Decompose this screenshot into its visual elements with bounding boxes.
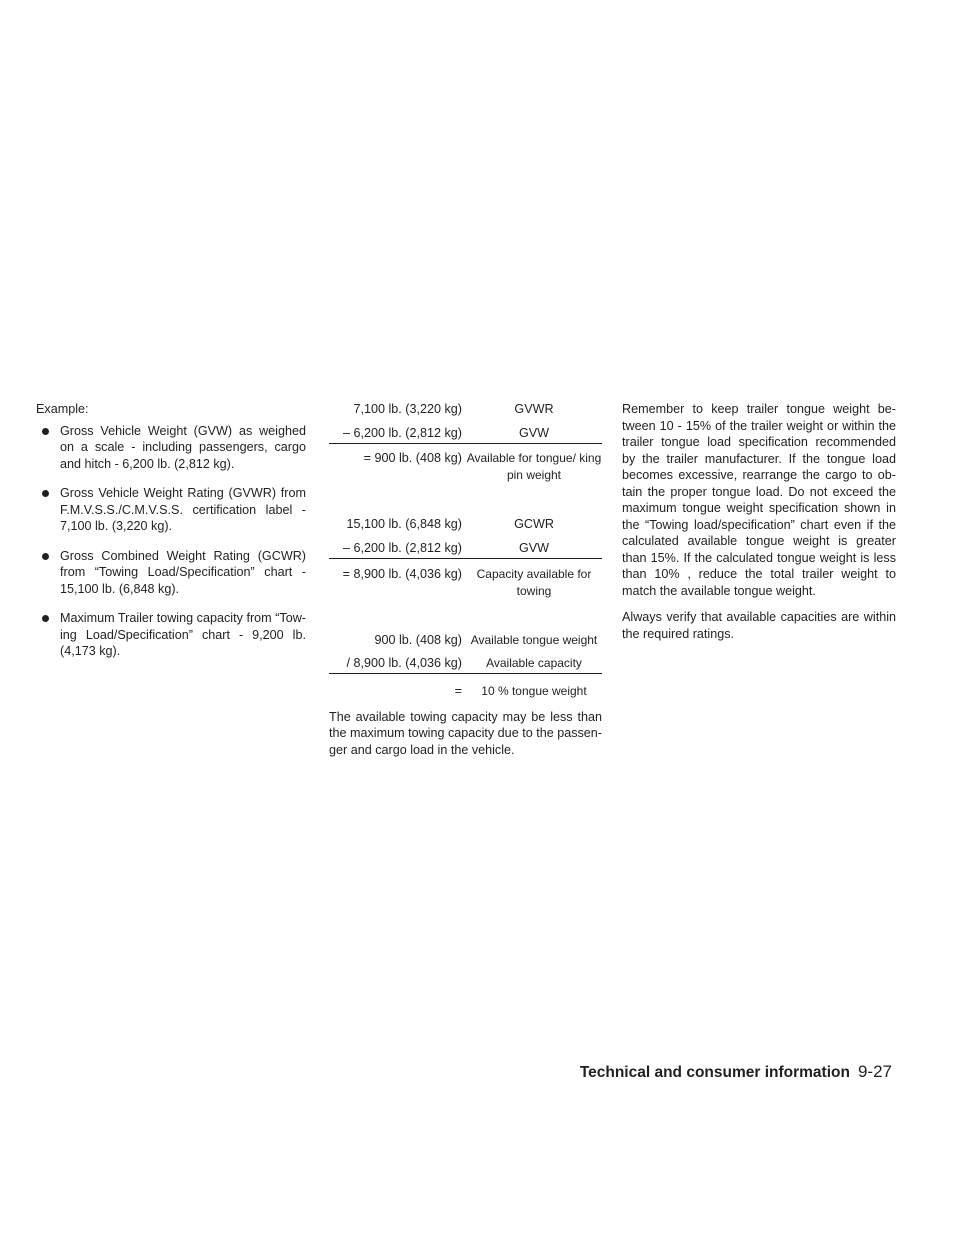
towing-capacity-note: The available towing capacity may be less than the maximum towing capacity due to the passen-ger and cargo load in the vehicle. <box>329 709 603 757</box>
calc-label: GVW <box>518 540 550 555</box>
bullet-dot-icon <box>42 490 49 497</box>
left-column <box>36 401 306 673</box>
bullet-text: Gross Vehicle Weight Rating (GVWR) from F.M.V.S.S./C.M.V.S.S. certification label - 7,100 lb. (3,220 kg). <box>60 486 306 533</box>
calc-label: GVW <box>518 425 550 440</box>
bullet-item <box>36 610 306 660</box>
bullet-text: Gross Combined Weight Rating (GCWR) from “Towing Load/Specification” chart - 15,100 lb. (6,848 kg). <box>60 548 306 596</box>
bullet-dot-icon <box>42 428 49 435</box>
bullet-dot-icon <box>42 553 49 560</box>
bullet-text: Maximum Trailer towing capacity from “Tow-ing Load/Specification” chart - 9,200 lb. (4,173 kg). <box>60 611 306 658</box>
middle-column <box>329 401 602 768</box>
calc-value: – 6,200 lb. (2,812 kg) <box>342 425 462 440</box>
calc-label: Capacity available for towing <box>476 567 592 598</box>
bullet-dot-icon <box>42 615 49 622</box>
calc-value: = 900 lb. (408 kg) <box>363 451 462 465</box>
calc-row-gvw <box>329 425 602 445</box>
calc-row-available-capacity <box>329 655 602 675</box>
calc-row-percent-result <box>329 683 602 700</box>
bullet-item <box>36 485 306 535</box>
calc-value: / 8,900 lb. (4,036 kg) <box>346 655 462 670</box>
calc-row-gvwr <box>329 401 602 418</box>
calc-label: GVWR <box>514 402 554 416</box>
right-column <box>622 401 896 652</box>
calc-value: 15,100 lb. (6,848 kg) <box>346 517 462 531</box>
bullet-text: Gross Vehicle Weight (GVW) as weighed on a scale - including passengers, cargo and hitch - 6,200 lb. (2,812 kg). <box>60 423 306 471</box>
calc-label: 10 % tongue weight <box>481 684 587 698</box>
calc-label: Available capacity <box>486 655 582 670</box>
calc-row-gvw-2 <box>329 540 602 560</box>
bullet-item <box>36 548 306 598</box>
calc-value: = <box>454 684 462 698</box>
calc-label: GCWR <box>514 517 554 531</box>
page-footer <box>580 1062 892 1082</box>
verify-capacity-paragraph: Always verify that available capacities are within the required ratings. <box>622 610 896 641</box>
calc-value: 7,100 lb. (3,220 kg) <box>353 402 462 416</box>
calc-label: Available for tongue/ king pin weight <box>466 451 602 482</box>
calc-row-capacity-result <box>329 566 602 632</box>
calc-value: = 8,900 lb. (4,036 kg) <box>342 567 462 581</box>
calc-row-gcwr <box>329 516 602 533</box>
calc-value: 900 lb. (408 kg) <box>374 633 462 647</box>
calc-label: Available tongue weight <box>470 633 598 647</box>
tongue-weight-paragraph: Remember to keep trailer tongue weight be-tween 10 - 15% of the trailer weight or within the trailer tongue load specification recommended by the trailer manufacturer. If the tongue load becomes excessive, rearrange the cargo to ob-tain the proper tongue load. Do not exceed the maximum tongue weight specification shown in the “Towing load/specification” chart even if the calculated available tongue weight is greater than 15%. If the calculated tongue weight is less than 10% , reduce the total trailer weight to match the available tongue weight. <box>622 402 896 598</box>
bullet-list <box>36 423 306 660</box>
calc-value: – 6,200 lb. (2,812 kg) <box>342 540 462 555</box>
page-number: 9-27 <box>857 1062 892 1081</box>
bullet-item <box>36 423 306 473</box>
calc-row-available-tongue <box>329 632 602 649</box>
example-label: Example: <box>36 402 89 416</box>
calc-row-tongue-result <box>329 450 602 516</box>
section-title: Technical and consumer information <box>579 1064 850 1081</box>
